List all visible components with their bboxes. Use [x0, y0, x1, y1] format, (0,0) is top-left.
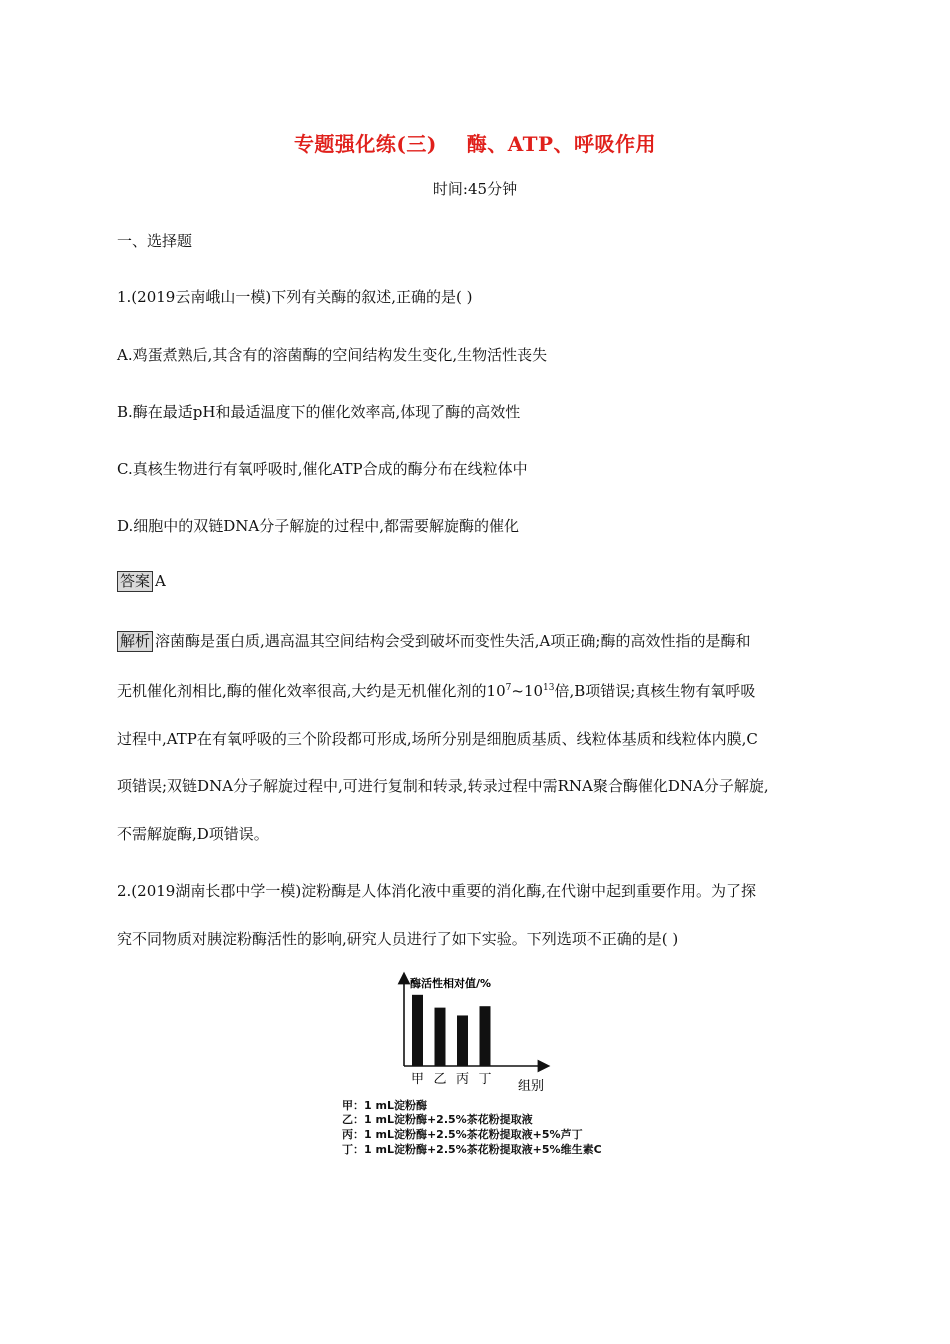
x-axis-label: 组别 [518, 1079, 545, 1092]
category-label: 乙 [433, 1072, 447, 1087]
analysis-text-2a: 无机催化剂相比,酶的催化效率很高,大约是无机催化剂的10 [117, 682, 506, 700]
answer-value: A [155, 572, 166, 590]
option-c: C.真核生物进行有氧呼吸时,催化ATP合成的酶分布在线粒体中 [117, 460, 528, 478]
answer-row [117, 571, 166, 592]
bar-丙 [457, 1015, 468, 1066]
legend-note-4: 丁：1 mL淀粉酶+2.5%茶花粉提取液+5%维生素C [342, 1143, 602, 1156]
analysis-text-2b: 倍,B项错误;真核生物有氧呼吸 [554, 682, 756, 700]
legend-note-1: 甲：1 mL淀粉酶 [342, 1099, 427, 1112]
bar-甲 [412, 995, 423, 1066]
legend-note-3: 丙：1 mL淀粉酶+2.5%茶花粉提取液+5%芦丁 [342, 1128, 583, 1141]
section-heading: 一、选择题 [117, 232, 193, 250]
question-2-line-1: 2.(2019湖南长郡中学一模)淀粉酶是人体消化液中重要的消化酶,在代谢中起到重要作用。为了探 [117, 882, 756, 900]
question-2-line-2: 究不同物质对胰淀粉酶活性的影响,研究人员进行了如下实验。下列选项不正确的是( ) [117, 930, 679, 948]
time-limit: 时间:45分钟 [432, 180, 518, 198]
option-d: D.细胞中的双链DNA分子解旋的过程中,都需要解旋酶的催化 [117, 517, 520, 535]
exponent-7: 7 [505, 683, 512, 693]
analysis-line-3: 过程中,ATP在有氧呼吸的三个阶段都可形成,场所分别是细胞质基质、线粒体基质和线粒体内膜,C [117, 730, 758, 748]
category-label: 甲 [410, 1072, 425, 1087]
page-title: 专题强化练(三) 酶、ATP、呼吸作用 [293, 132, 657, 156]
y-axis-label: 酶活性相对值/% [410, 977, 492, 990]
analysis-line-1 [117, 630, 750, 652]
analysis-line-2 [117, 680, 755, 701]
option-a: A.鸡蛋煮熟后,其含有的溶菌酶的空间结构发生变化,生物活性丧失 [117, 346, 548, 364]
category-label: 丙 [455, 1072, 470, 1087]
bars-group [412, 995, 491, 1066]
analysis-line-4: 项错误;双链DNA分子解旋过程中,可进行复制和转录,转录过程中需RNA聚合酶催化DNA分子解旋, [117, 777, 769, 795]
option-b: B.酶在最适pH和最适温度下的催化效率高,体现了酶的高效性 [117, 403, 521, 421]
category-labels [411, 1072, 492, 1087]
bar-乙 [435, 1008, 446, 1066]
analysis-text-1: 溶菌酶是蛋白质,遇高温其空间结构会受到破坏而变性失活,A项正确;酶的高效性指的是酶和 [155, 632, 751, 650]
answer-tag: 答案 [117, 571, 153, 592]
tilde-ten: ~10 [511, 682, 544, 700]
question-1-stem: 1.(2019云南峨山一模)下列有关酶的叙述,正确的是( ) [117, 288, 473, 306]
category-label: 丁 [478, 1072, 492, 1087]
enzyme-activity-chart [380, 970, 580, 1092]
bar-丁 [480, 1006, 491, 1066]
analysis-line-5: 不需解旋酶,D项错误。 [117, 825, 269, 843]
exponent-13: 13 [543, 683, 555, 693]
analysis-tag: 解析 [117, 631, 153, 652]
legend-note-2: 乙：1 mL淀粉酶+2.5%茶花粉提取液 [342, 1113, 533, 1126]
